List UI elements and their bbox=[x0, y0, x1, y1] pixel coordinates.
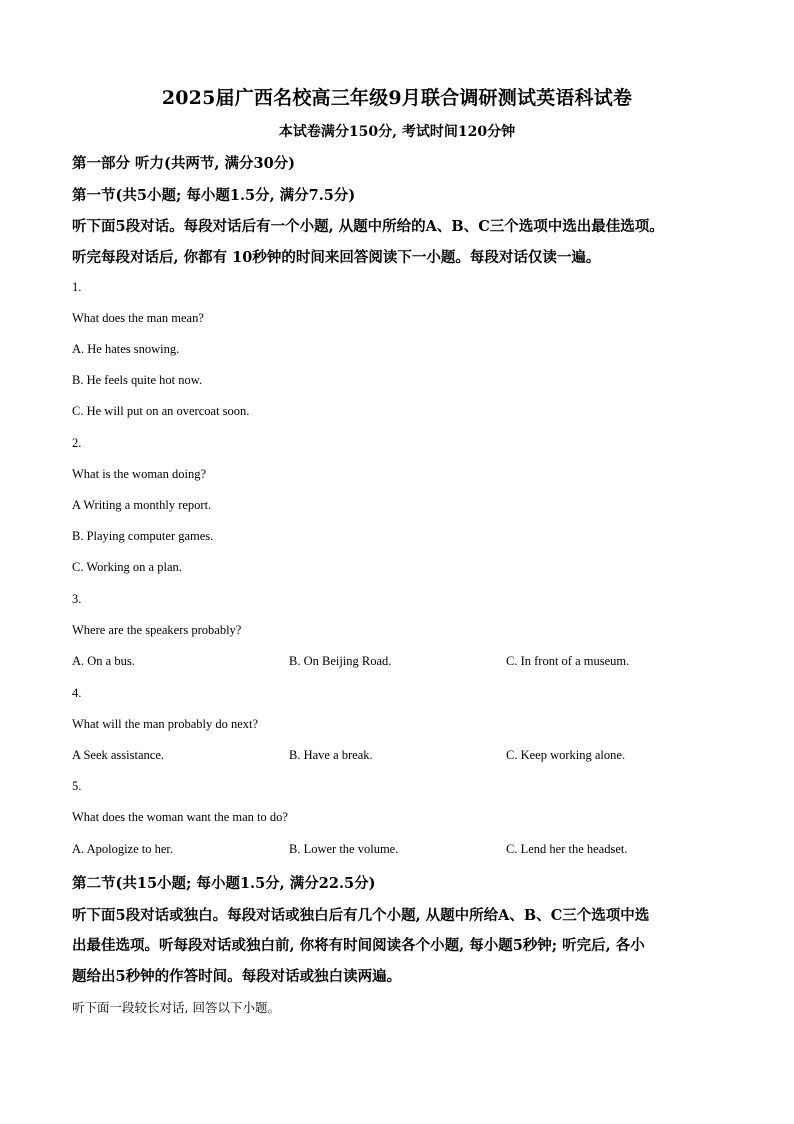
section2-instruction-3: 题给出5秒钟的作答时间。每段对话或独白读两遍。 bbox=[72, 968, 402, 985]
question-number: 5. bbox=[72, 779, 82, 793]
answer-option: C. Keep working alone. bbox=[506, 748, 626, 762]
answer-option: C. Lend her the headset. bbox=[506, 842, 628, 856]
section1-instruction-2: 听完每段对话后, 你都有 10秒钟的时间来回答阅读下一小题。每段对话仅读一遍。 bbox=[72, 249, 601, 266]
answer-option: B. Lower the volume. bbox=[289, 842, 399, 856]
answer-option: C. Working on a plan. bbox=[72, 560, 182, 574]
question-number: 3. bbox=[72, 592, 82, 606]
answer-option: C. He will put on an overcoat soon. bbox=[72, 404, 250, 418]
answer-option: B. He feels quite hot now. bbox=[72, 373, 203, 387]
answer-option: B. On Beijing Road. bbox=[289, 654, 392, 668]
section2-heading: 第二节(共15小题; 每小题1.5分, 满分22.5分) bbox=[72, 875, 376, 892]
answer-option: A. On a bus. bbox=[72, 654, 135, 668]
exam-subtitle: 本试卷满分150分, 考试时间120分钟 bbox=[278, 124, 516, 140]
question-text: What does the woman want the man to do? bbox=[72, 810, 288, 824]
question-text: What is the woman doing? bbox=[72, 467, 206, 481]
question-number: 2. bbox=[72, 436, 82, 450]
section1-heading: 第一节(共5小题; 每小题1.5分, 满分7.5分) bbox=[72, 187, 356, 204]
listening-note: 听下面一段较长对话, 回答以下小题。 bbox=[72, 1000, 280, 1015]
answer-option: C. In front of a museum. bbox=[506, 654, 630, 668]
part1-heading: 第一部分 听力(共两节, 满分30分) bbox=[72, 155, 296, 172]
question-number: 1. bbox=[72, 280, 82, 294]
question-number: 4. bbox=[72, 686, 82, 700]
section2-instruction-1: 听下面5段对话或独白。每段对话或独白后有几个小题, 从题中所给A、B、C三个选项中选 bbox=[72, 907, 650, 924]
question-text: What does the man mean? bbox=[72, 311, 204, 325]
question-text: Where are the speakers probably? bbox=[72, 623, 242, 637]
exam-title: 2025届广西名校高三年级9月联合调研测试英语科试卷 bbox=[161, 87, 633, 109]
answer-option: A. Apologize to her. bbox=[72, 842, 174, 856]
answer-option: B. Have a break. bbox=[289, 748, 373, 762]
answer-option: B. Playing computer games. bbox=[72, 529, 214, 543]
section2-instruction-2: 出最佳选项。听每段对话或独白前, 你将有时间阅读各个小题, 每小题5秒钟; 听完后, 各小 bbox=[72, 937, 645, 954]
answer-option: A. He hates snowing. bbox=[72, 342, 180, 356]
answer-option: A Seek assistance. bbox=[72, 748, 164, 762]
answer-option: A Writing a monthly report. bbox=[72, 498, 212, 512]
question-text: What will the man probably do next? bbox=[72, 717, 259, 731]
section1-instruction-1: 听下面5段对话。每段对话后有一个小题, 从题中所给的A、B、C三个选项中选出最佳选项。 bbox=[72, 218, 664, 235]
